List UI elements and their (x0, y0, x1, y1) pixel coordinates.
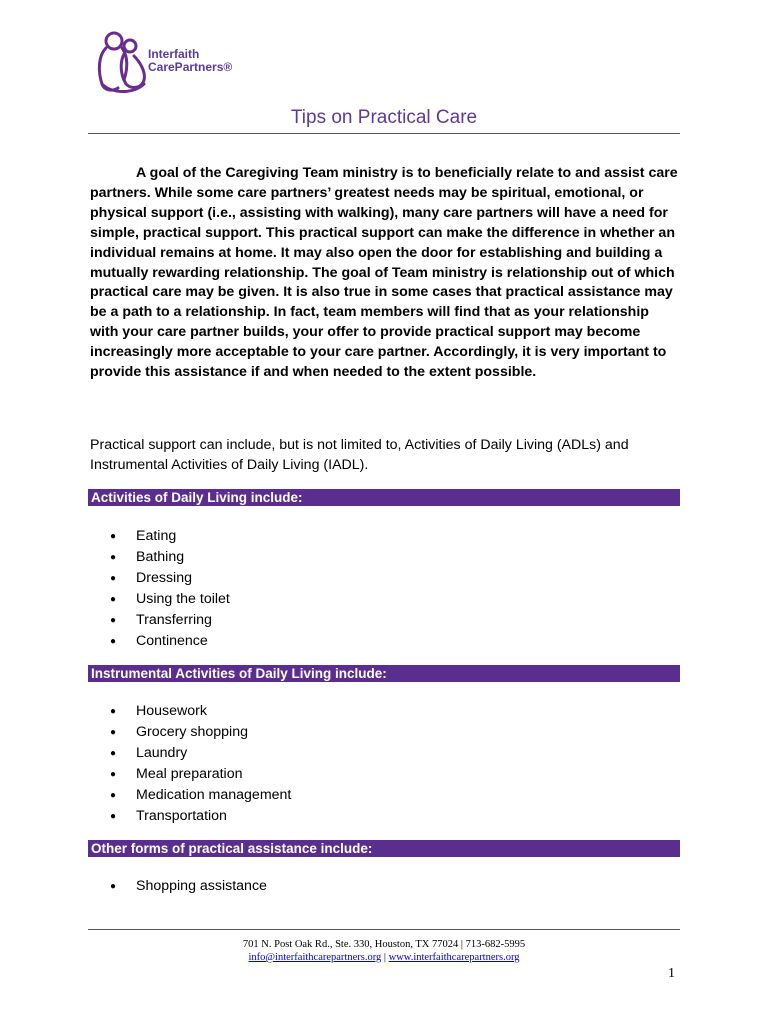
care-partners-figures-icon (94, 28, 150, 94)
bullet-icon: ● (110, 881, 117, 892)
bullet-icon: ● (110, 727, 117, 738)
page-number: 1 (668, 966, 675, 981)
email-link[interactable]: info@interfaithcarepartners.org (248, 952, 382, 963)
bullet-icon: ● (110, 636, 117, 647)
footer-links (0, 952, 768, 963)
logo-line-2: CarePartners® (148, 60, 233, 74)
bullet-icon: ● (110, 594, 117, 605)
bullet-icon: ● (110, 748, 117, 759)
bullet-icon: ● (110, 552, 117, 563)
footer-address: 701 N. Post Oak Rd., Ste. 330, Houston, TX 77024 | 713-682-5995 (242, 939, 526, 950)
support-paragraph: Practical support can include, but is not limited to, Activities of Daily Living (ADLs) and Instrumental Activities of Daily Living (IADL). (90, 437, 629, 473)
title-divider (88, 133, 680, 134)
logo-wordmark (148, 48, 232, 74)
logo-line-1: Interfaith (148, 47, 200, 61)
section-heading-iadl: Instrumental Activities of Daily Living include: (88, 665, 680, 682)
bullet-icon: ● (110, 573, 117, 584)
section-heading-adl: Activities of Daily Living include: (88, 489, 680, 506)
logo (94, 28, 234, 98)
bullet-icon: ● (110, 811, 117, 822)
intro-paragraph: A goal of the Caregiving Team ministry is to beneficially relate to and assist care partners. While some care partners’ greatest needs may be spiritual, emotional, or physical support (i.e., assisting with walking), many care partners will have a need for simple, practical support. This practical support can make the difference in whether an individual remains at home. It may also open the door for establishing and building a mutually rewarding relationship. The goal of Team ministry is relationship out of which practical care may be given. It is also true in some cases that practical assistance may be a path to a relationship. In fact, team members will find that as your relationship with your care partner builds, your offer to provide practical support may become increasingly more acceptable to your care partner. Accordingly, it is very important to provide this assistance if and when needed to the extent possible. (90, 165, 678, 381)
section-heading-other: Other forms of practical assistance include: (88, 840, 680, 857)
footer-separator: | (381, 952, 389, 963)
website-link[interactable]: www.interfaithcarepartners.org (388, 952, 520, 963)
bullet-icon: ● (110, 531, 117, 542)
bullet-icon: ● (110, 769, 117, 780)
bullet-icon: ● (110, 706, 117, 717)
bullet-icon: ● (110, 615, 117, 626)
page-title: Tips on Practical Care (290, 107, 478, 128)
bullet-icon: ● (110, 790, 117, 801)
footer-divider (88, 929, 680, 930)
